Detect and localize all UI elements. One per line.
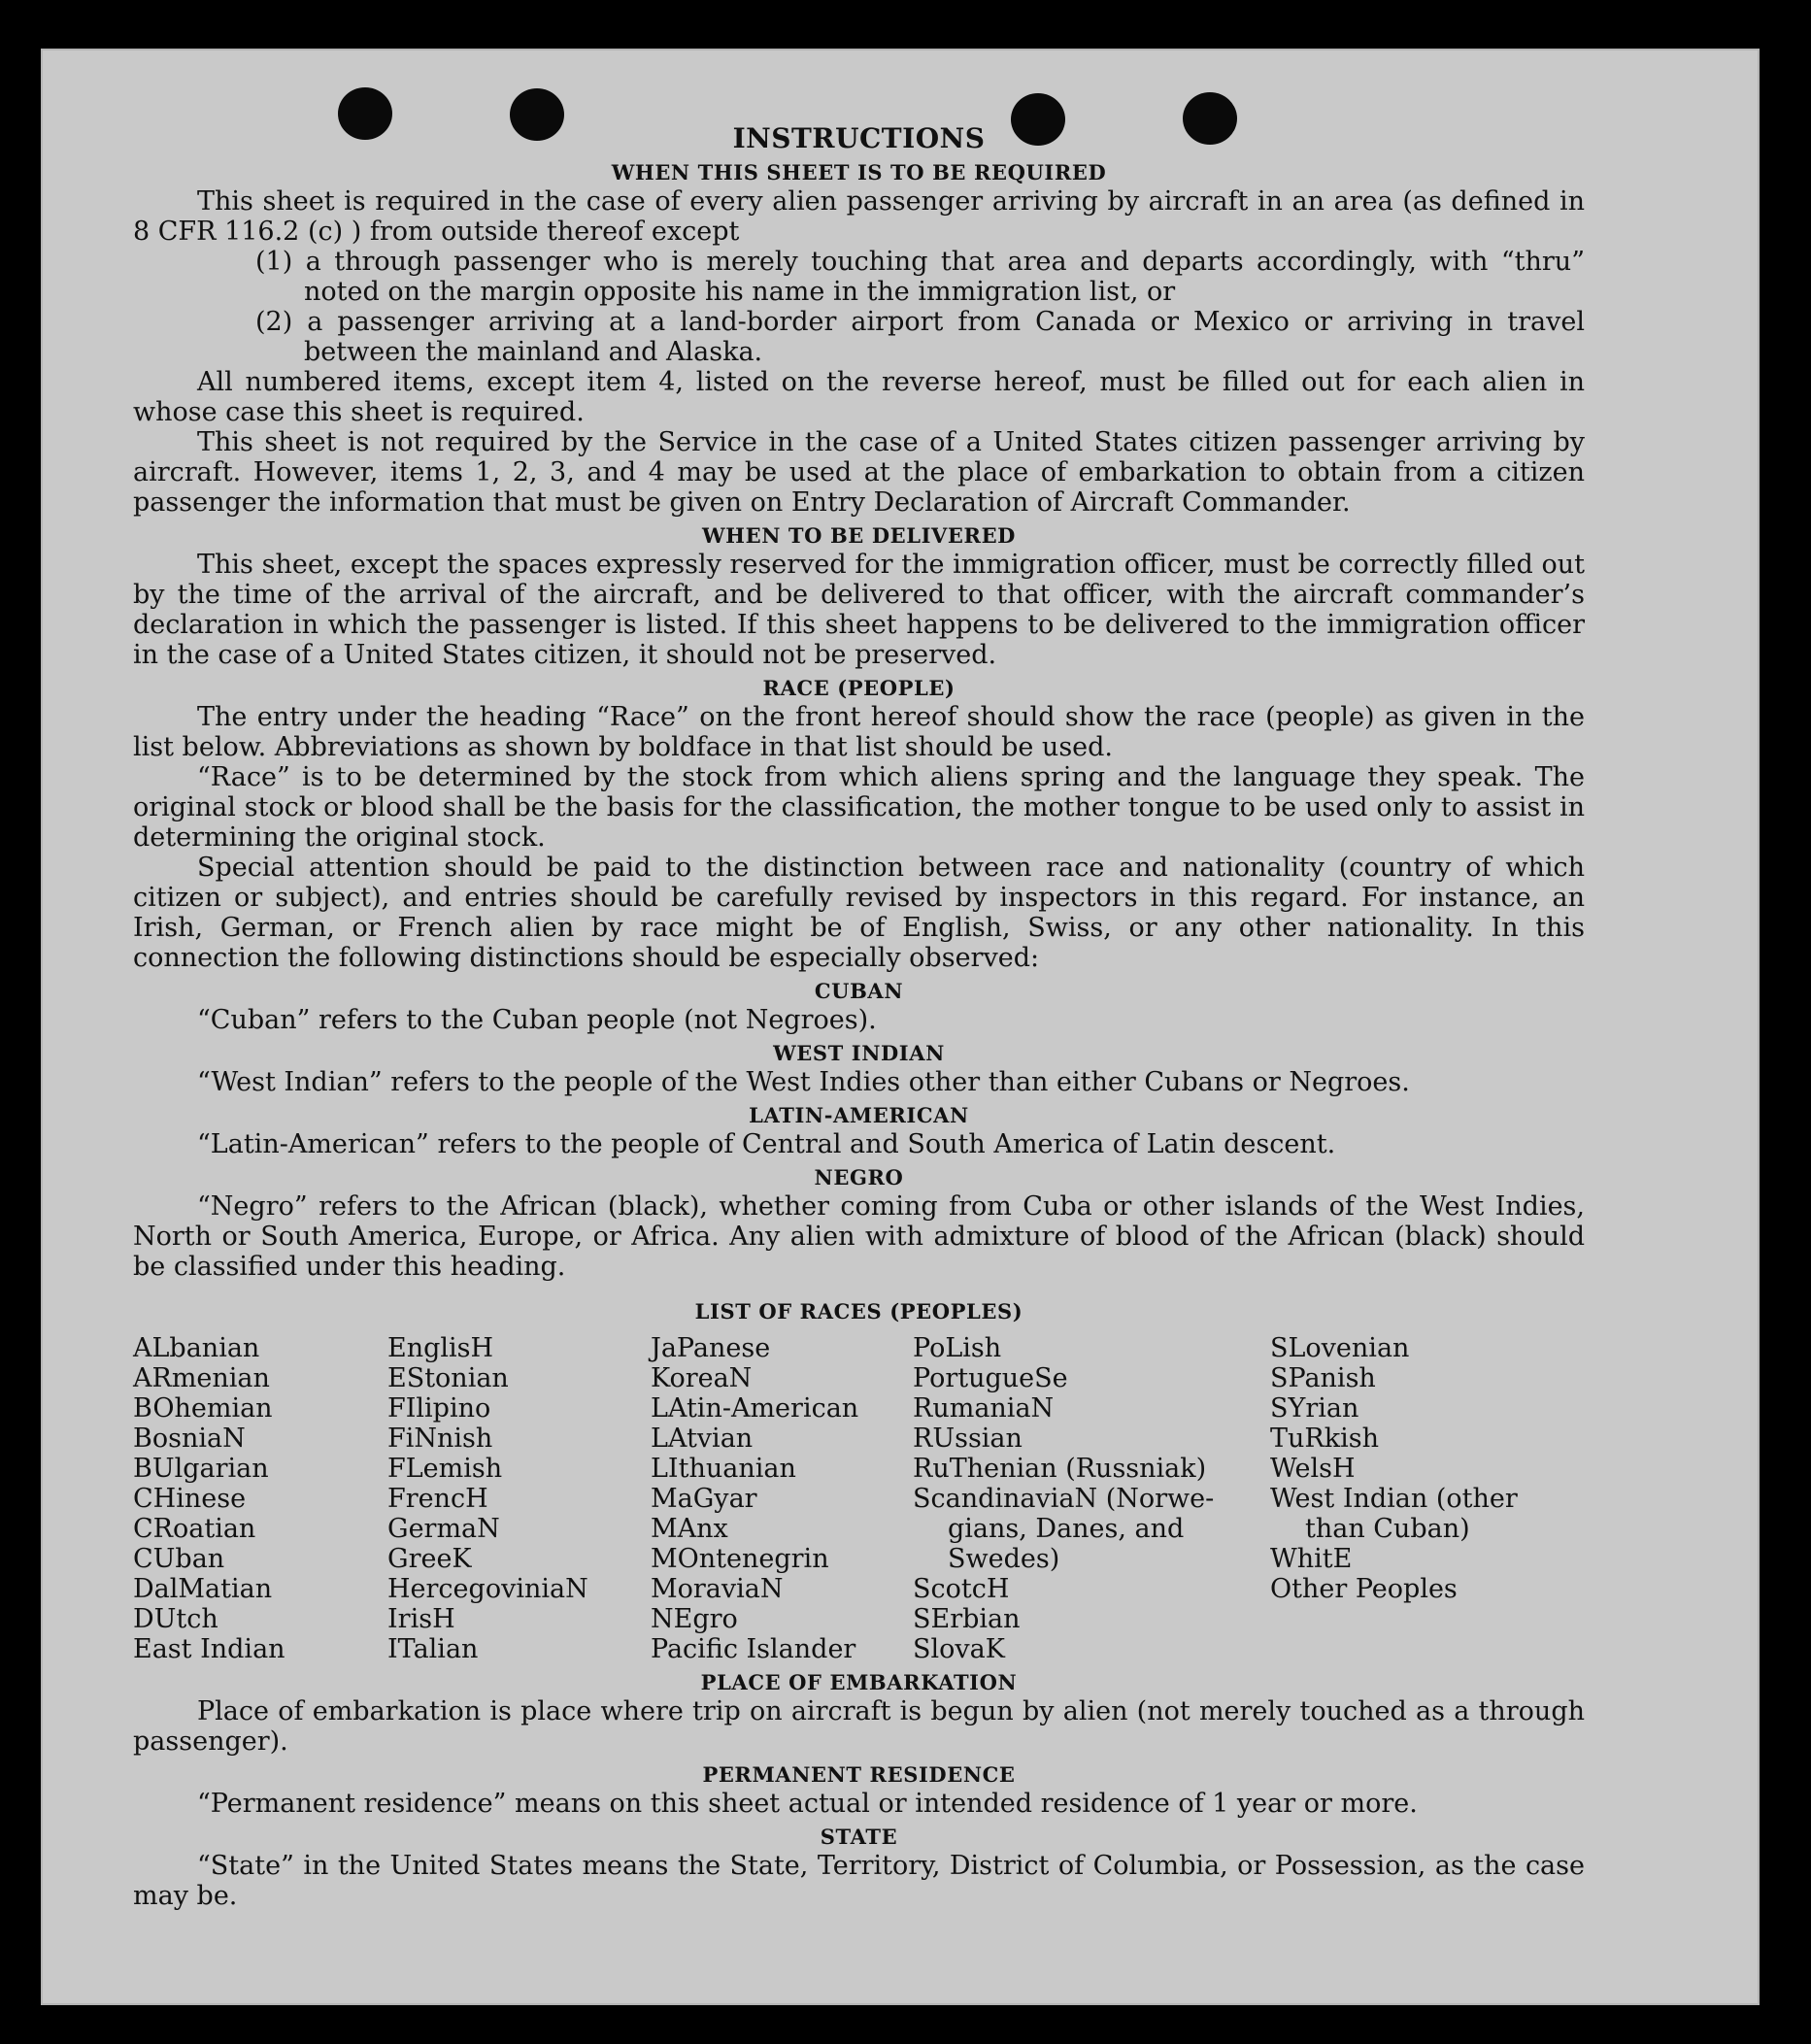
paragraph: “Negro” refers to the African (black), whether coming from Cuba or other islands of the West Indies, North or South America, Europe, or Africa. Any alien with admixture of blood of the African (black) should be classified under this heading. [133,1191,1585,1282]
paragraph: The entry under the heading “Race” on the front hereof should show the race (people) as given in the list below. Abbreviations as shown by boldface in that list should be used. [133,702,1585,762]
page-title: INSTRUCTIONS [732,122,986,154]
race-entry: MAnx [651,1514,728,1544]
race-entry: SLovenian [1270,1333,1410,1363]
paragraph: This sheet, except the spaces expressly reserved for the immigration officer, must be correctly filled out by the time of the arrival of the aircraft, and be delivered to that officer, with the aircraft commander’s declaration in which the passenger is listed. If this sheet happens to be delivered to the immigration officer in the case of a United States citizen, it should not be preserved. [133,550,1585,670]
race-entry: DUtch [133,1604,218,1634]
paragraph: “State” in the United States means the State, Territory, District of Columbia, or Possession, as the case may be. [133,1851,1585,1911]
section-heading: PERMANENT RESIDENCE [702,1762,1016,1787]
race-entry: WelsH [1270,1454,1356,1484]
race-entry: East Indian [133,1634,285,1664]
section-heading: STATE [820,1825,898,1849]
list-item: (2) a passenger arriving at a land-border airport from Canada or Mexico or arriving in travel between the mainland and Alaska. [255,307,1585,367]
race-entry: SPanish [1270,1363,1376,1393]
race-entry: SErbian [913,1604,1021,1634]
paragraph: “Cuban” refers to the Cuban people (not Negroes). [197,1005,877,1035]
race-entry: CUban [133,1544,225,1574]
race-entry: CHinese [133,1484,247,1514]
race-entry: JaPanese [651,1333,771,1363]
race-entry: LIthuanian [651,1454,796,1484]
race-entry: LAtin-American [651,1393,859,1424]
race-entry: GreeK [387,1544,472,1574]
race-entry: FLemish [387,1454,503,1484]
race-column [1270,1333,1518,1664]
race-entry: ITalian [387,1634,479,1664]
race-entry: PortugueSe [913,1363,1068,1393]
race-entry: ScandinaviaN (Norwe- [913,1484,1215,1514]
race-entry: RUssian [913,1424,1023,1454]
race-column [133,1333,387,1664]
document-body [133,122,1585,1911]
race-entry: GermaN [387,1514,500,1544]
section-heading: LATIN-AMERICAN [749,1103,969,1127]
paragraph: All numbered items, except item 4, listed on the reverse hereof, must be filled out for each alien in whose case this sheet is required. [133,367,1585,427]
race-column [913,1333,1270,1664]
document-page [41,49,1760,2005]
race-entry: MoraviaN [651,1574,784,1604]
race-entry: NEgro [651,1604,738,1634]
race-entry: Swedes) [948,1544,1060,1574]
race-entry: than Cuban) [1305,1514,1470,1544]
paragraph: Special attention should be paid to the distinction between race and nationality (country of which citizen or subject), and entries should be carefully revised by inspectors in this regard. For instance, an Irish, German, or French alien by race might be of English, Swiss, or any other nationality. In this connection the following distinctions should be especially observed: [133,853,1585,973]
race-entry: ALbanian [133,1333,260,1363]
paragraph: Place of embarkation is place where trip on aircraft is begun by alien (not merely touched as a through passenger). [133,1696,1585,1757]
race-entry: MOntenegrin [651,1544,829,1574]
race-entry: FiNnish [387,1424,493,1454]
paragraph: “West Indian” refers to the people of the West Indies other than either Cubans or Negroes. [197,1067,1410,1097]
paragraph: This sheet is required in the case of every alien passenger arriving by aircraft in an area (as defined in 8 CFR 116.2 (c) ) from outside thereof except [133,186,1585,247]
race-list-heading: LIST OF RACES (PEOPLES) [694,1299,1023,1324]
paragraph: This sheet is not required by the Service in the case of a United States citizen passenger arriving by aircraft. However, items 1, 2, 3, and 4 may be used at the place of embarkation to obtain from a citizen passenger the information that must be given on Entry Declaration of Aircraft Commander. [133,427,1585,518]
race-entry: KoreaN [651,1363,753,1393]
race-entry: ARmenian [133,1363,270,1393]
race-entry: EnglisH [387,1333,494,1363]
paragraph: “Permanent residence” means on this sheet actual or intended residence of 1 year or more. [197,1789,1418,1819]
race-entry: PoLish [913,1333,1002,1363]
race-entry: WhitE [1270,1544,1353,1574]
paragraph: “Latin-American” refers to the people of Central and South America of Latin descent. [197,1129,1336,1159]
section-heading: WHEN THIS SHEET IS TO BE REQUIRED [611,160,1107,184]
race-entry: BOhemian [133,1393,273,1424]
race-entry: EStonian [387,1363,509,1393]
race-list [133,1333,1585,1664]
race-entry: RumaniaN [913,1393,1055,1424]
race-entry: BosniaN [133,1424,246,1454]
race-entry: SlovaK [913,1634,1005,1664]
race-entry: SYrian [1270,1393,1359,1424]
race-entry: RuThenian (Russniak) [913,1454,1207,1484]
section-heading: WEST INDIAN [773,1041,945,1065]
race-entry: TuRkish [1270,1424,1379,1454]
section-heading: RACE (PEOPLE) [762,676,956,700]
race-entry: FrencH [387,1484,488,1514]
paragraph: “Race” is to be determined by the stock from which aliens spring and the language they speak. The original stock or blood shall be the basis for the classification, the mother tongue to be used only to assist in determining the original stock. [133,762,1585,853]
race-entry: FIlipino [387,1393,491,1424]
race-entry: Pacific Islander [651,1634,856,1664]
race-entry: DalMatian [133,1574,273,1604]
race-entry: gians, Danes, and [948,1514,1185,1544]
section-heading: NEGRO [814,1165,904,1190]
race-entry: Other Peoples [1270,1574,1458,1604]
race-entry: ScotcH [913,1574,1010,1604]
race-entry: MaGyar [651,1484,757,1514]
section-heading: WHEN TO BE DELIVERED [701,523,1016,548]
race-entry: IrisH [387,1604,455,1634]
section-heading: PLACE OF EMBARKATION [700,1670,1018,1694]
race-column [387,1333,651,1664]
race-entry: LAtvian [651,1424,754,1454]
race-entry: CRoatian [133,1514,256,1544]
race-column [651,1333,913,1664]
race-entry: HercegoviniaN [387,1574,588,1604]
race-entry: BUlgarian [133,1454,269,1484]
list-item: (1) a through passenger who is merely touching that area and departs accordingly, with “thru” noted on the margin opposite his name in the immigration list, or [255,247,1585,307]
section-heading: CUBAN [814,979,904,1003]
race-entry: West Indian (other [1270,1484,1518,1514]
